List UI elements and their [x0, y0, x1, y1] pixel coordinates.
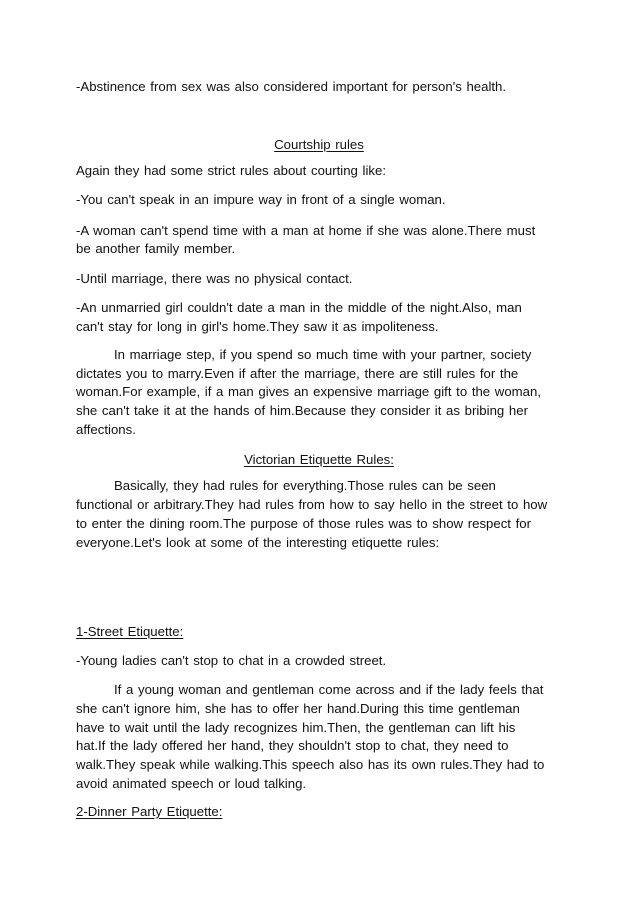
- heading-street-etiquette: 1-Street Etiquette:: [76, 624, 184, 639]
- paragraph-abstinence: -Abstinence from sex was also considered important for person's health.: [76, 79, 507, 94]
- paragraph-marriage-line1: In marriage step, if you spend so much time with your partner, society: [114, 347, 532, 362]
- paragraph-street-line6: avoid animated speech or loud talking.: [76, 776, 307, 791]
- rule-night-date-line1: -An unmarried girl couldn't date a man in the middle of the night.Also, man: [76, 300, 522, 315]
- paragraph-etiquette-line1: Basically, they had rules for everything.Those rules can be seen: [114, 478, 496, 493]
- paragraph-etiquette-line2: functional or arbitrary.They had rules from how to say hello in the street to how: [76, 497, 548, 512]
- heading-victorian-etiquette: Victorian Etiquette Rules:: [244, 452, 394, 467]
- rule-alone-at-home-line2: be another family member.: [76, 241, 236, 256]
- paragraph-courting-intro: Again they had some strict rules about courting like:: [76, 163, 387, 178]
- paragraph-street-line2: she can't ignore him, she has to offer her hand.During this time gentleman: [76, 701, 520, 716]
- rule-alone-at-home-line1: -A woman can't spend time with a man at home if she was alone.There must: [76, 223, 536, 238]
- paragraph-etiquette-line4: everyone.Let's look at some of the interesting etiquette rules:: [76, 535, 440, 550]
- rule-no-contact: -Until marriage, there was no physical contact.: [76, 271, 353, 286]
- paragraph-street-line3: have to wait until the lady recognizes him.Then, the gentleman can lift his: [76, 720, 516, 735]
- rule-no-chat-crowded-street: -Young ladies can't stop to chat in a crowded street.: [76, 653, 387, 668]
- paragraph-marriage-line3: woman.For example, if a man gives an expensive marriage gift to the woman,: [76, 384, 541, 399]
- rule-impure-speech: -You can't speak in an impure way in front of a single woman.: [76, 192, 446, 207]
- paragraph-marriage-line2: dictates you to marry.Even if after the marriage, there are still rules for the: [76, 366, 519, 381]
- rule-night-date-line2: can't stay for long in girl's home.They saw it as impoliteness.: [76, 319, 439, 334]
- paragraph-street-line4: hat.If the lady offered her hand, they shouldn't stop to chat, they need to: [76, 738, 509, 753]
- heading-dinner-party-etiquette: 2-Dinner Party Etiquette:: [76, 804, 223, 819]
- paragraph-street-line1: If a young woman and gentleman come across and if the lady feels that: [114, 682, 544, 697]
- paragraph-marriage-line5: affections.: [76, 422, 136, 437]
- heading-courtship-rules: Courtship rules: [274, 137, 364, 152]
- paragraph-etiquette-line3: to enter the dining room.The purpose of those rules was to show respect for: [76, 516, 532, 531]
- paragraph-marriage-line4: she can't take it at the hands of him.Because they consider it as bribing her: [76, 403, 528, 418]
- paragraph-street-line5: walk.They speak while walking.This speech also has its own rules.They had to: [76, 757, 545, 772]
